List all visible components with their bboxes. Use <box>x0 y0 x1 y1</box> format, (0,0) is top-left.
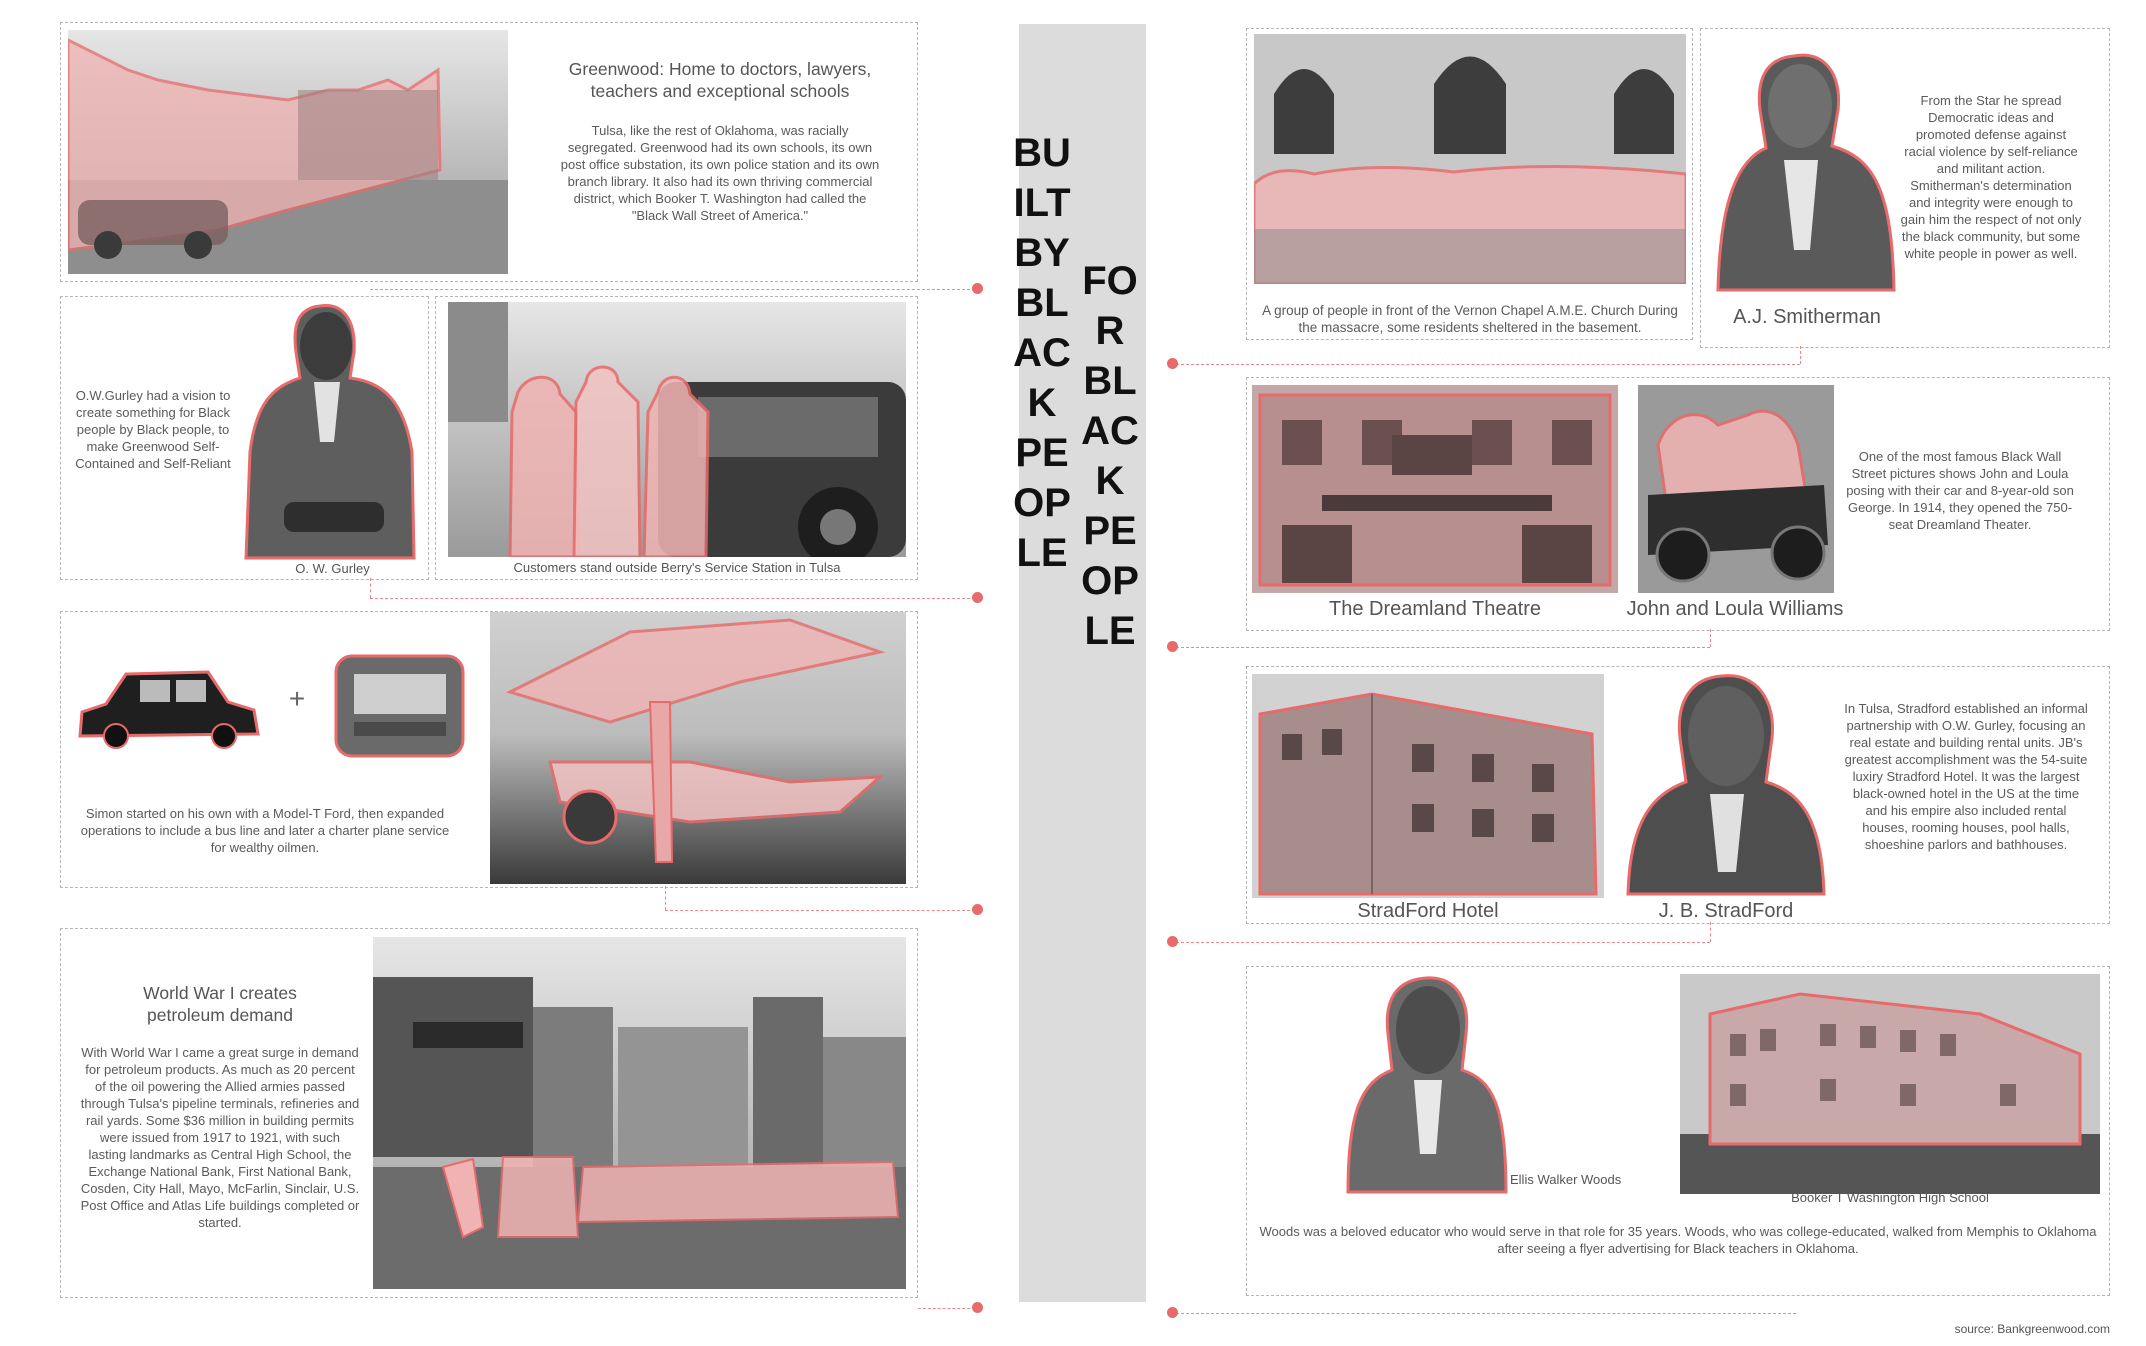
connector-line <box>1800 346 1801 364</box>
connector-dot <box>972 283 983 294</box>
church-caption: A group of people in front of the Vernon Chapel A.M.E. Church During the massacre, some residents sheltered in the basement. <box>1262 303 1678 335</box>
source-credit: source: Bankgreenwood.com <box>1954 1322 2110 1336</box>
connector-line <box>918 1308 975 1309</box>
john-loula-caption: John and Loula Williams <box>1626 598 1844 620</box>
stradford-name-caption: J. B. StradFord <box>1658 900 1794 922</box>
stradford-body: In Tulsa, Stradford established an informal partnership with O.W. Gurley, focusing an real estate and building rental units. JB's greatest accomplishment was the 54-suite luxiry Stradford Hotel. It was the largest black-owned hotel in the US at the time and his empire also included rental houses, rooming houses, pool halls, shoeshine parlors and bathhouses. <box>1844 701 2088 852</box>
connector-line <box>1176 647 1710 648</box>
connector-line <box>1710 629 1711 647</box>
connector-dot <box>972 904 983 915</box>
connector-line <box>1176 1313 1796 1314</box>
connector-line <box>1176 364 1800 365</box>
berry-station-caption: Customers stand outside Berry's Service Station in Tulsa <box>513 560 841 575</box>
booker-t-washington-school-photo <box>1680 974 2100 1194</box>
woods-name-caption: Ellis Walker Woods <box>1510 1172 1622 1187</box>
gurley-name: O. W. Gurley <box>295 561 370 576</box>
dreamland-theatre-photo <box>1252 385 1618 593</box>
tulsa-main-street-photo <box>373 937 906 1289</box>
connector-line <box>1176 942 1710 943</box>
connector-dot <box>1167 641 1178 652</box>
john-loula-williams-photo <box>1638 385 1834 593</box>
berry-station-photo <box>448 302 906 557</box>
connector-dot <box>1167 1307 1178 1318</box>
connector-line <box>665 910 975 911</box>
charter-plane-photo <box>490 612 906 884</box>
plus-sign: + <box>288 683 306 714</box>
greenwood-body: Tulsa, like the rest of Oklahoma, was racially segregated. Greenwood had its own schools, its own post office substation, its own police station and its own branch library. It also had its own thriving commercial district, which Booker T. Washington had called the "Black Wall Street of America." <box>560 123 880 223</box>
model-t-car-icon <box>76 664 262 749</box>
ww1-title: World War I creates petroleum demand <box>143 983 297 1025</box>
gurley-portrait <box>244 302 416 560</box>
bus-icon <box>332 652 467 760</box>
connector-line <box>665 886 666 910</box>
connector-dot <box>1167 936 1178 947</box>
smitherman-body: From the Star he spread Democratic ideas and promoted defense against racial violence by self-reliance and militant action. Smitherman's determination and integrity were enough to gain him the respect of not only the black community, but some white people in power as well. <box>1900 93 2082 261</box>
school-caption: Booker T Washington High School <box>1791 1190 1989 1205</box>
smitherman-portrait <box>1714 50 1898 292</box>
ww1-body: With World War I came a great surge in demand for petroleum products. As much as 20 percent of the oil powering the Allied armies passed through Tulsa's pipeline terminals, refineries and rail yards. Some $36 million in building permits were issued from 1917 to 1921, with such lasting landmarks as Central High School, the Exchange National Bank, First National Bank, Cosden, City Hall, Mayo, McFarlin, Sinclair, U.S. Post Office and Atlas Life buildings completed or started. <box>80 1045 360 1230</box>
gurley-body: O.W.Gurley had a vision to create something for Black people by Black people, to make Greenwood Self-Contained and Self-Reliant <box>75 388 231 471</box>
woods-portrait <box>1346 974 1508 1194</box>
stradford-portrait <box>1626 672 1826 896</box>
simon-body: Simon started on his own with a Model-T Ford, then expanded operations to include a bus line and later a charter plane service for wealthy oilmen. <box>80 806 450 855</box>
connector-dot <box>972 1302 983 1313</box>
connector-line <box>370 289 975 290</box>
connector-line <box>370 598 975 599</box>
greenwood-street-photo <box>68 30 508 274</box>
connector-line <box>1710 922 1711 942</box>
dreamland-body: One of the most famous Black Wall Street pictures shows John and Loula posing with their car and 8-year-old son George. In 1914, they opened the 750-seat Dreamland Theater. <box>1846 449 2074 532</box>
spine-title-for-black-people: FOR BLACK PEOPLE <box>1081 259 1139 653</box>
greenwood-title: Greenwood: Home to doctors, lawyers, teachers and exceptional schools <box>568 59 872 101</box>
woods-body: Woods was a beloved educator who would serve in that role for 35 years. Woods, who was college-educated, walked from Memphis to Oklahoma after seeing a flyer advertising for Black teachers in Oklahoma. <box>1259 1224 2097 1256</box>
stradford-hotel-photo <box>1252 674 1604 898</box>
smitherman-name: A.J. Smitherman <box>1733 306 1881 328</box>
connector-line <box>370 578 371 598</box>
spine-title-built-by-black-people: BUILT BY BLACK PEOPLE <box>1013 131 1071 575</box>
connector-dot <box>972 592 983 603</box>
connector-dot <box>1167 358 1178 369</box>
vernon-chapel-photo <box>1254 34 1686 284</box>
stradford-hotel-caption: StradFord Hotel <box>1357 900 1499 922</box>
dreamland-theatre-caption: The Dreamland Theatre <box>1329 598 1541 620</box>
